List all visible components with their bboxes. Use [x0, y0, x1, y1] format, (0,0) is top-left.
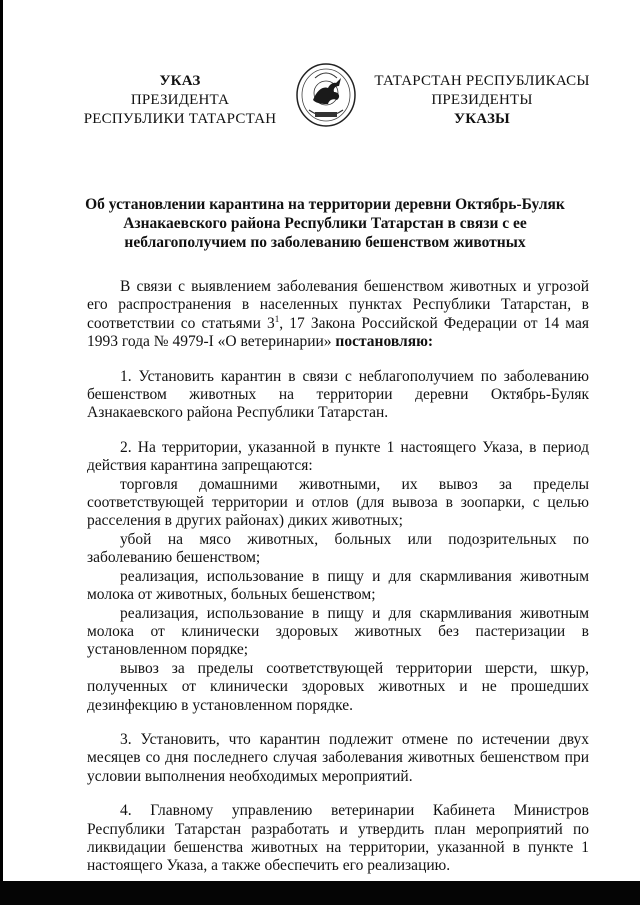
- header-right: [367, 72, 597, 129]
- preamble-paragraph: [87, 278, 589, 352]
- scan-edge-bottom: [0, 881, 640, 905]
- tatarstan-coat-of-arms-icon: [295, 62, 357, 128]
- item-1: 1. Установить карантин в связи с неблагополучием по заболеванию бешенством животных на территории деревни Октябрь-Буляк Азнакаевского района Республики Татарстан.: [87, 367, 589, 422]
- item-3: 3. Установить, что карантин подлежит отмене по истечении двух месяцев со дня последнего случая заболевания животных бешенством при условии выполнения необходимых мероприятий.: [87, 730, 589, 785]
- preamble-text: В связи с выявлением заболевания бешенством животных и угрозой его распространения в населенных пунктах Республики Татарстан, в соответствии со статьями 3: [87, 278, 589, 332]
- item-2-sub-5: вывоз за пределы соответствующей территории шерсти, шкур, полученных от клинически здоровых животных и не прошедших дезинфекцию в установленном порядке.: [87, 659, 589, 714]
- item-2-intro: 2. На территории, указанной в пункте 1 настоящего Указа, в период действия карантина запрещаются:: [87, 438, 589, 475]
- header-left-line1: УКАЗ: [159, 73, 201, 89]
- header-right-line2: ПРЕЗИДЕНТЫ: [431, 92, 533, 108]
- item-2-sub-1: торговля домашними животными, их вывоз за пределы соответствующей территории и отлов (для вывоза в зоопарки, с целью расселения в других районах) диких животных;: [87, 475, 589, 530]
- header-left-line2: ПРЕЗИДЕНТА: [130, 92, 230, 108]
- header-left: [80, 72, 280, 129]
- title-line1: Об установлении карантина на территории деревни Октябрь-Буляк: [85, 196, 565, 213]
- title-line2: Азнакаевского района Республики Татарстан в связи с ее: [123, 215, 527, 232]
- preamble-resolve: постановляю:: [335, 333, 434, 351]
- header-right-line1: ТАТАРСТАН РЕСПУБЛИКАСЫ: [374, 73, 590, 89]
- scan-edge-left: [0, 0, 3, 905]
- header-left-line3: РЕСПУБЛИКИ ТАТАРСТАН: [83, 111, 277, 127]
- item-4: 4. Главному управлению ветеринарии Кабинета Министров Республики Татарстан разработать и утвердить план мероприятий по ликвидации бешенства животных на территории, указанной в пункте 1 настоящего Указа, а также обеспечить его реализацию.: [87, 802, 589, 875]
- decree-title: [60, 195, 590, 252]
- preamble-text-cont: , 17 Закона Российской Федерации от 14 мая 1993 года № 4979-I «О ветеринарии»: [87, 314, 590, 351]
- item-2-sub-3: реализация, использование в пищу и для скармливания животным молока от животных, больных бешенством;: [87, 567, 589, 604]
- item-2-sub-4: реализация, использование в пищу и для скармливания животным молока от клинически здоровых животных без пастеризации в установленном порядке;: [87, 604, 589, 659]
- item-2-sub-2: убой на мясо животных, больных или подозрительных по заболеванию бешенством;: [87, 530, 589, 567]
- preamble-sup: 1: [274, 313, 280, 324]
- title-line3: неблагополучием по заболеванию бешенством животных: [124, 234, 526, 251]
- header-right-line3: УКАЗЫ: [454, 111, 510, 127]
- decree-body: [87, 278, 589, 876]
